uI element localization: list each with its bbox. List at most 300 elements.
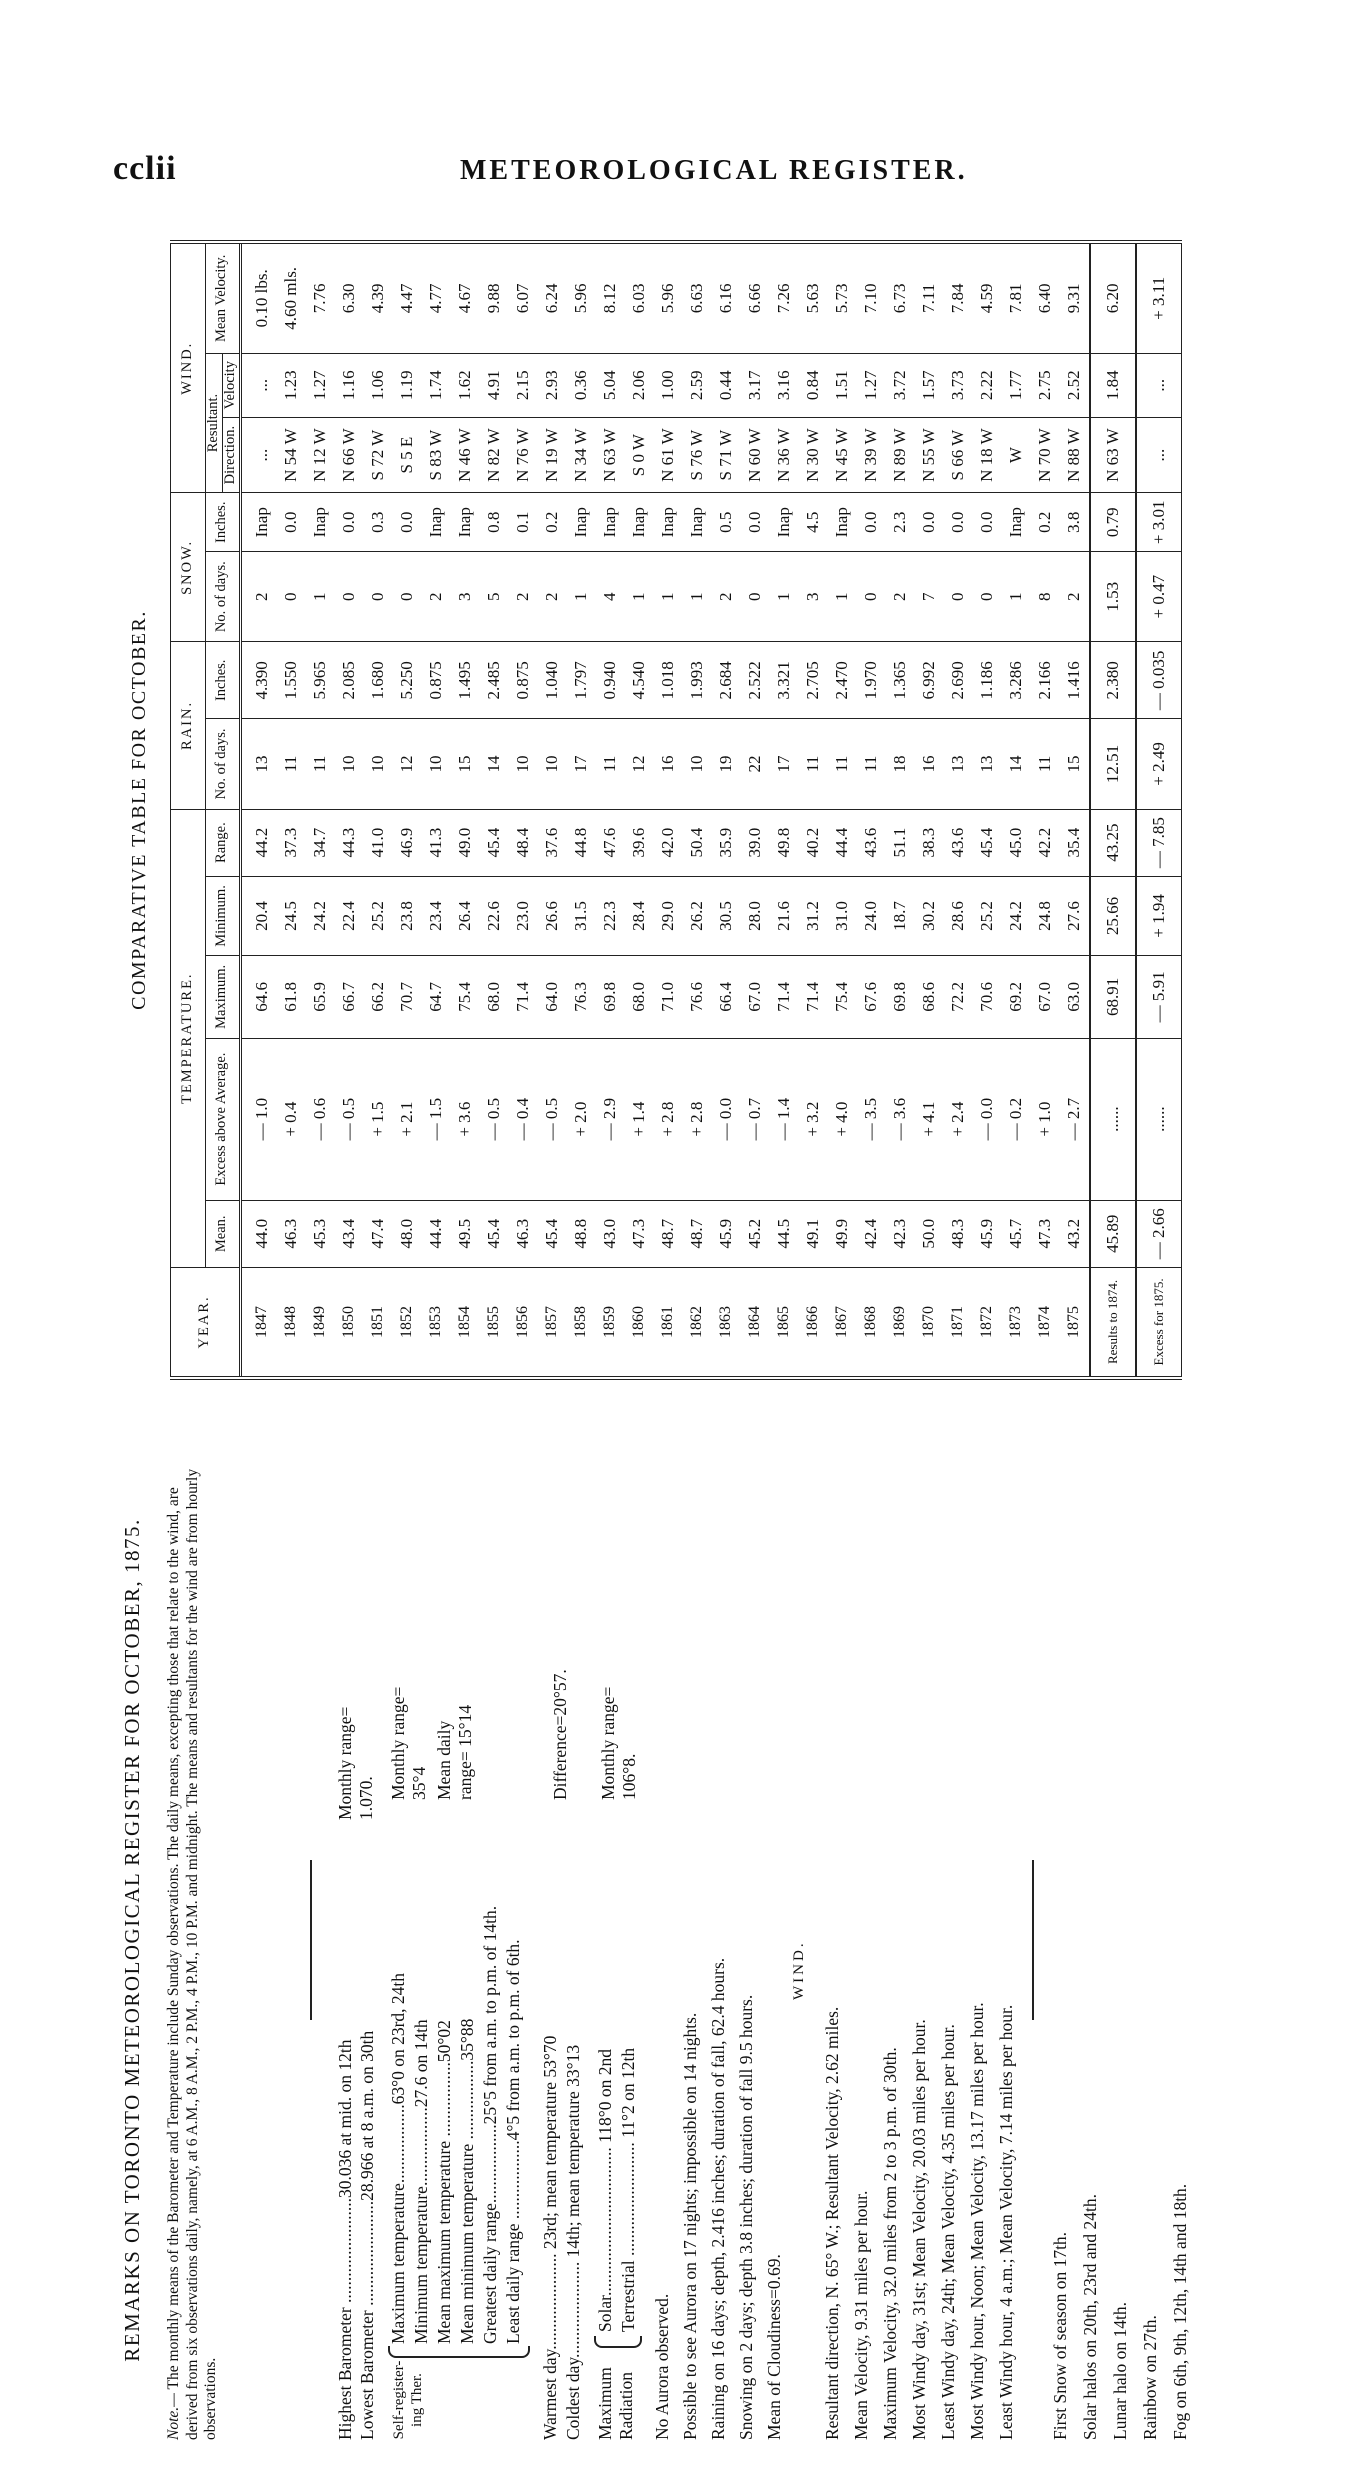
phenomenon-line: Rainbow on 27th. <box>1140 2315 1160 2440</box>
aurora-possible: Possible to see Aurora on 17 nights; impossible on 14 nights. <box>680 2012 700 2440</box>
table-cell: 42.2 <box>1031 809 1060 876</box>
table-cell: — 0.2 <box>1002 1038 1031 1200</box>
table-cell: — 0.0 <box>712 1038 741 1200</box>
summary-cell: 68.91 <box>1090 956 1136 1038</box>
table-cell: 0.3 <box>364 493 393 552</box>
table-cell: 1.57 <box>915 353 944 417</box>
summary-cell: 0.79 <box>1090 493 1136 552</box>
table-cell: 3.16 <box>770 353 799 417</box>
table-cell: 47.4 <box>364 1200 393 1267</box>
table-cell: 11 <box>828 719 857 809</box>
table-cell: Inap <box>240 493 277 552</box>
table-cell: 70.6 <box>973 956 1002 1038</box>
table-cell: 45.0 <box>1002 809 1031 876</box>
table-cell: 11 <box>1031 719 1060 809</box>
table-cell: 4.77 <box>422 242 451 353</box>
table-cell: S 71 W <box>712 417 741 493</box>
summary-cell: ...... <box>1090 1038 1136 1200</box>
table-cell: 47.3 <box>1031 1200 1060 1267</box>
table-cell: 2.06 <box>625 353 654 417</box>
table-cell: 43.6 <box>857 809 886 876</box>
coldest-day: Coldest day...................... 14th; mean temperature 33°13 <box>563 2044 583 2440</box>
table-cell: 10 <box>364 719 393 809</box>
table-row <box>509 242 538 1378</box>
table-cell: + 1.4 <box>625 1038 654 1200</box>
table-cell: 49.5 <box>451 1200 480 1267</box>
table-cell: N 82 W <box>480 417 509 493</box>
table-cell: S 5 E <box>393 417 422 493</box>
year-cell: 1872 <box>973 1267 1002 1378</box>
table-cell: — 0.4 <box>509 1038 538 1200</box>
table-cell: 48.8 <box>567 1200 596 1267</box>
table-cell: 46.3 <box>509 1200 538 1267</box>
self-reg-monthly-range: Monthly range= 35°4 <box>388 1686 430 1800</box>
self-reg-line: Minimum temperature..................27.6 on 14th <box>411 2019 431 2344</box>
table-cell: 44.3 <box>335 809 364 876</box>
warmest-day: Warmest day...................... 23rd; mean temperature 53°70 <box>540 2035 560 2440</box>
table-cell: 1 <box>654 552 683 642</box>
summary-cell: 25.66 <box>1090 876 1136 956</box>
table-cell: 66.4 <box>712 956 741 1038</box>
table-cell: 0.2 <box>1031 493 1060 552</box>
table-cell: 2 <box>886 552 915 642</box>
table-cell: + 2.0 <box>567 1038 596 1200</box>
table-cell: 0.2 <box>538 493 567 552</box>
col-mean-velocity: Mean Velocity. <box>206 242 241 353</box>
table-cell: N 61 W <box>654 417 683 493</box>
table-cell: 6.40 <box>1031 242 1060 353</box>
table-cell: 2.3 <box>886 493 915 552</box>
table-cell: 68.0 <box>480 956 509 1038</box>
year-cell: 1870 <box>915 1267 944 1378</box>
year-cell: 1854 <box>451 1267 480 1378</box>
table-cell: 11 <box>596 719 625 809</box>
table-cell: 0 <box>973 552 1002 642</box>
table-cell: 0 <box>364 552 393 642</box>
summary-cell: ... <box>1136 417 1182 493</box>
table-cell: 41.0 <box>364 809 393 876</box>
table-cell: 43.2 <box>1060 1200 1090 1267</box>
table-cell: 15 <box>1060 719 1090 809</box>
table-cell: — 0.5 <box>335 1038 364 1200</box>
table-cell: 12 <box>625 719 654 809</box>
group-snow: SNOW. <box>171 493 206 642</box>
table-cell: Inap <box>306 493 335 552</box>
table-row <box>335 242 364 1378</box>
table-cell: ... <box>240 417 277 493</box>
table-cell: 2.22 <box>973 353 1002 417</box>
table-cell: 1.365 <box>886 642 915 719</box>
raining: Raining on 16 days; depth, 2.416 inches; duration of fall, 62.4 hours. <box>708 1957 728 2440</box>
table-cell: 6.07 <box>509 242 538 353</box>
table-cell: 4.59 <box>973 242 1002 353</box>
table-cell: 22.6 <box>480 876 509 956</box>
table-cell: 0 <box>944 552 973 642</box>
table-cell: 1 <box>625 552 654 642</box>
summary-cell: 1.84 <box>1090 353 1136 417</box>
year-cell: 1861 <box>654 1267 683 1378</box>
table-cell: 2.59 <box>683 353 712 417</box>
table-cell: N 18 W <box>973 417 1002 493</box>
table-cell: 3.8 <box>1060 493 1090 552</box>
divider-rule <box>1032 1860 1034 2020</box>
wind-line: Mean Velocity, 9.31 miles per hour. <box>851 2190 871 2440</box>
table-cell: 6.63 <box>683 242 712 353</box>
group-rain: RAIN. <box>171 642 206 809</box>
aurora-none: No Aurora observed. <box>652 2293 672 2440</box>
table-cell: — 0.0 <box>973 1038 1002 1200</box>
table-cell: 21.6 <box>770 876 799 956</box>
table-cell: 4 <box>596 552 625 642</box>
year-cell: 1874 <box>1031 1267 1060 1378</box>
table-cell: 4.390 <box>240 642 277 719</box>
table-cell: 64.6 <box>240 956 277 1038</box>
table-cell: 0.8 <box>480 493 509 552</box>
table-cell: 46.9 <box>393 809 422 876</box>
table-cell: 18 <box>886 719 915 809</box>
year-cell: 1856 <box>509 1267 538 1378</box>
summary-cell: 45.89 <box>1090 1200 1136 1267</box>
table-cell: 39.6 <box>625 809 654 876</box>
table-cell: Inap <box>567 493 596 552</box>
table-cell: 1.797 <box>567 642 596 719</box>
summary-cell: — 2.66 <box>1136 1200 1182 1267</box>
year-cell: 1875 <box>1060 1267 1090 1378</box>
table-cell: 2.15 <box>509 353 538 417</box>
table-cell: 63.0 <box>1060 956 1090 1038</box>
table-cell: 24.8 <box>1031 876 1060 956</box>
table-cell: 31.5 <box>567 876 596 956</box>
table-row <box>1060 242 1090 1378</box>
table-cell: 71.0 <box>654 956 683 1038</box>
table-cell: 40.2 <box>799 809 828 876</box>
table-cell: 69.2 <box>1002 956 1031 1038</box>
table-cell: 43.0 <box>596 1200 625 1267</box>
year-cell: 1863 <box>712 1267 741 1378</box>
table-cell: 5 <box>480 552 509 642</box>
table-cell: 4.67 <box>451 242 480 353</box>
table-cell: N 66 W <box>335 417 364 493</box>
col-snow-inches: Inches. <box>206 493 241 552</box>
table-cell: 26.4 <box>451 876 480 956</box>
table-cell: 3.17 <box>741 353 770 417</box>
phenomenon-line: First Snow of season on 17th. <box>1050 2231 1070 2440</box>
divider-rule <box>310 1860 312 2020</box>
self-reg-line: Maximum temperature..................63°0 on 23rd, 24th <box>388 1972 408 2344</box>
table-cell: 35.4 <box>1060 809 1090 876</box>
wind-line: Most Windy day, 31st; Mean Velocity, 20.03 miles per hour. <box>909 2019 929 2440</box>
col-excess: Excess above Average. <box>206 1038 241 1200</box>
table-cell: 0 <box>857 552 886 642</box>
table-cell: 3.72 <box>886 353 915 417</box>
comparative-section <box>120 240 1300 1380</box>
year-cell: 1852 <box>393 1267 422 1378</box>
year-cell: 1858 <box>567 1267 596 1378</box>
table-cell: 1.16 <box>335 353 364 417</box>
table-cell: 26.6 <box>538 876 567 956</box>
table-cell: 1.040 <box>538 642 567 719</box>
table-cell: + 2.8 <box>683 1038 712 1200</box>
year-cell: 1847 <box>240 1267 277 1378</box>
table-cell: 22.3 <box>596 876 625 956</box>
table-row <box>741 242 770 1378</box>
table-cell: 46.3 <box>277 1200 306 1267</box>
barometer-range: Monthly range= 1.070. <box>335 1706 377 1820</box>
table-cell: + 2.8 <box>654 1038 683 1200</box>
table-cell: 45.2 <box>741 1200 770 1267</box>
note-text: The monthly means of the Barometer and Temperature include Sunday observations. The daily means, excepting those that relate to the wind, are derived from six observations daily, namely, at 6 A.M., 8 A.M., 2 P.M., 4 P.M., 10 P.M. and midnight. The means and resultants for the wind are from hourly observations. <box>165 1468 220 2440</box>
table-row <box>886 242 915 1378</box>
table-cell: 2.690 <box>944 642 973 719</box>
year-cell: 1849 <box>306 1267 335 1378</box>
table-cell: 13 <box>944 719 973 809</box>
phenomenon-line: Fog on 6th, 9th, 12th, 14th and 18th. <box>1170 2183 1190 2440</box>
table-cell: 45.4 <box>480 809 509 876</box>
radiation-label: Maximum Radiation <box>595 2367 637 2440</box>
col-max: Maximum. <box>206 956 241 1038</box>
table-cell: 65.9 <box>306 956 335 1038</box>
table-row <box>1031 242 1060 1378</box>
table-cell: N 55 W <box>915 417 944 493</box>
table-cell: Inap <box>1002 493 1031 552</box>
table-cell: 51.1 <box>886 809 915 876</box>
table-cell: 48.0 <box>393 1200 422 1267</box>
table-cell: 4.47 <box>393 242 422 353</box>
table-cell: 3 <box>451 552 480 642</box>
table-cell: 6.30 <box>335 242 364 353</box>
table-cell: 69.8 <box>596 956 625 1038</box>
wind-line: Maximum Velocity, 32.0 miles from 2 to 3 p.m. of 30th. <box>880 2047 900 2440</box>
table-cell: 0.10 lbs. <box>240 242 277 353</box>
table-cell: 8 <box>1031 552 1060 642</box>
self-reg-line: Least daily range ..................4°5 from a.m. to p.m. of 6th. <box>503 1939 523 2344</box>
self-register-label: Self-register-ing Ther. <box>391 2360 426 2440</box>
self-reg-line: Greatest daily range..................25°5 from a.m. to p.m. of 14th. <box>480 1905 500 2344</box>
comparative-title: COMPARATIVE TABLE FOR OCTOBER. <box>128 610 150 1010</box>
table-cell: 30.2 <box>915 876 944 956</box>
year-cell: 1864 <box>741 1267 770 1378</box>
table-cell: 28.4 <box>625 876 654 956</box>
table-cell: 14 <box>1002 719 1031 809</box>
table-cell: 5.965 <box>306 642 335 719</box>
table-cell: 0.0 <box>277 493 306 552</box>
table-cell: 3.321 <box>770 642 799 719</box>
table-row <box>1002 242 1031 1378</box>
summary-cell: + 2.49 <box>1136 719 1182 809</box>
summary-cell: 6.20 <box>1090 242 1136 353</box>
table-cell: N 19 W <box>538 417 567 493</box>
table-cell: W <box>1002 417 1031 493</box>
summary-cell: 1.53 <box>1090 552 1136 642</box>
table-cell: 11 <box>857 719 886 809</box>
table-cell: 15 <box>451 719 480 809</box>
table-row <box>683 242 712 1378</box>
table-cell: 72.2 <box>944 956 973 1038</box>
table-cell: + 4.0 <box>828 1038 857 1200</box>
table-cell: N 30 W <box>799 417 828 493</box>
table-cell: 26.2 <box>683 876 712 956</box>
table-cell: 1.62 <box>451 353 480 417</box>
radiation-terrestrial: Terrestrial .......................... 11°2 on 12th <box>618 2047 638 2332</box>
table-row <box>944 242 973 1378</box>
table-cell: N 76 W <box>509 417 538 493</box>
table-cell: 50.0 <box>915 1200 944 1267</box>
table-cell: 8.12 <box>596 242 625 353</box>
table-cell: 42.0 <box>654 809 683 876</box>
table-cell: 3.73 <box>944 353 973 417</box>
col-range: Range. <box>206 809 241 876</box>
table-cell: 48.3 <box>944 1200 973 1267</box>
summary-cell: — 0.035 <box>1136 642 1182 719</box>
table-cell: 50.4 <box>683 809 712 876</box>
wind-heading: WIND. <box>791 1940 807 2000</box>
wind-line: Most Windy hour, Noon; Mean Velocity, 13.17 miles per hour. <box>967 2002 987 2440</box>
table-cell: 49.8 <box>770 809 799 876</box>
table-cell: 13 <box>240 719 277 809</box>
table-cell: 6.16 <box>712 242 741 353</box>
year-cell: 1871 <box>944 1267 973 1378</box>
table-cell: 45.4 <box>973 809 1002 876</box>
table-cell: 7.11 <box>915 242 944 353</box>
table-cell: N 89 W <box>886 417 915 493</box>
table-cell: 61.8 <box>277 956 306 1038</box>
table-cell: 3 <box>799 552 828 642</box>
table-cell: 0.84 <box>799 353 828 417</box>
table-row <box>712 242 741 1378</box>
results-row <box>1090 242 1136 1378</box>
year-cell: 1851 <box>364 1267 393 1378</box>
col-snow-days: No. of days. <box>206 552 241 642</box>
wind-line: Least Windy day, 24th; Mean Velocity, 4.35 miles per hour. <box>938 2024 958 2440</box>
temperature-difference: Difference=20°57. <box>550 1669 570 1800</box>
table-cell: 41.3 <box>422 809 451 876</box>
table-row <box>240 242 277 1378</box>
table-cell: 10 <box>422 719 451 809</box>
table-cell: 17 <box>770 719 799 809</box>
table-cell: 76.6 <box>683 956 712 1038</box>
table-cell: S 72 W <box>364 417 393 493</box>
table-cell: 45.4 <box>538 1200 567 1267</box>
summary-cell: 43.25 <box>1090 809 1136 876</box>
table-cell: 1.993 <box>683 642 712 719</box>
table-cell: S 76 W <box>683 417 712 493</box>
table-cell: 71.4 <box>509 956 538 1038</box>
summary-cell: N 63 W <box>1090 417 1136 493</box>
table-cell: 23.0 <box>509 876 538 956</box>
table-cell: 0 <box>741 552 770 642</box>
table-row <box>654 242 683 1378</box>
table-cell: 1.018 <box>654 642 683 719</box>
remarks-title: REMARKS ON TORONTO METEOROLOGICAL REGISTER FOR OCTOBER, 1875. <box>120 1518 144 2362</box>
table-cell: 1.416 <box>1060 642 1090 719</box>
table-cell: 16 <box>654 719 683 809</box>
table-cell: 1.680 <box>364 642 393 719</box>
summary-cell: + 0.47 <box>1136 552 1182 642</box>
table-cell: 2.684 <box>712 642 741 719</box>
table-cell: + 2.1 <box>393 1038 422 1200</box>
table-cell: 1.19 <box>393 353 422 417</box>
table-cell: + 3.2 <box>799 1038 828 1200</box>
table-cell: 9.88 <box>480 242 509 353</box>
table-cell: 16 <box>915 719 944 809</box>
table-cell: N 60 W <box>741 417 770 493</box>
table-cell: N 39 W <box>857 417 886 493</box>
table-cell: 64.0 <box>538 956 567 1038</box>
summary-cell: — 7.85 <box>1136 809 1182 876</box>
table-cell: 24.2 <box>306 876 335 956</box>
self-reg-line: Mean minimum temperature ..................35°88 <box>457 2018 477 2344</box>
table-cell: 0.0 <box>741 493 770 552</box>
table-cell: 0.1 <box>509 493 538 552</box>
table-cell: 44.4 <box>422 1200 451 1267</box>
table-cell: 20.4 <box>240 876 277 956</box>
table-cell: + 1.5 <box>364 1038 393 1200</box>
table-cell: 45.3 <box>306 1200 335 1267</box>
table-cell: 67.6 <box>857 956 886 1038</box>
table-cell: — 0.7 <box>741 1038 770 1200</box>
table-cell: 39.0 <box>741 809 770 876</box>
table-cell: 5.96 <box>567 242 596 353</box>
table-cell: + 2.4 <box>944 1038 973 1200</box>
table-cell: — 0.6 <box>306 1038 335 1200</box>
col-rain-days: No. of days. <box>206 719 241 809</box>
table-cell: 7.81 <box>1002 242 1031 353</box>
table-cell: 11 <box>277 719 306 809</box>
table-cell: 13 <box>973 719 1002 809</box>
table-cell: N 45 W <box>828 417 857 493</box>
table-cell: 28.0 <box>741 876 770 956</box>
table-row <box>915 242 944 1378</box>
table-cell: 1 <box>828 552 857 642</box>
table-row <box>393 242 422 1378</box>
note-lead: Note.— <box>165 2393 182 2440</box>
table-row <box>277 242 306 1378</box>
table-cell: 4.5 <box>799 493 828 552</box>
table-cell: 28.6 <box>944 876 973 956</box>
table-cell: 5.250 <box>393 642 422 719</box>
radiation-solar: Solar.................................. 118°0 on 2nd <box>595 2049 615 2332</box>
table-cell: 4.39 <box>364 242 393 353</box>
table-cell: 45.7 <box>1002 1200 1031 1267</box>
table-cell: 24.0 <box>857 876 886 956</box>
summary-cell: ...... <box>1136 1038 1182 1200</box>
table-cell: 7.84 <box>944 242 973 353</box>
year-cell: 1867 <box>828 1267 857 1378</box>
col-velocity: Velocity <box>222 353 240 417</box>
table-cell: 1.495 <box>451 642 480 719</box>
table-cell: 1 <box>770 552 799 642</box>
table-cell: 1.51 <box>828 353 857 417</box>
table-row <box>625 242 654 1378</box>
table-cell: 6.73 <box>886 242 915 353</box>
table-cell: 7 <box>915 552 944 642</box>
table-cell: 2.75 <box>1031 353 1060 417</box>
table-cell: 0.0 <box>915 493 944 552</box>
table-cell: Inap <box>625 493 654 552</box>
table-cell: ... <box>240 353 277 417</box>
table-cell: 71.4 <box>770 956 799 1038</box>
summary-cell: ... <box>1136 353 1182 417</box>
table-cell: 48.4 <box>509 809 538 876</box>
phenomenon-line: Solar halos on 20th, 23rd and 24th. <box>1080 2194 1100 2440</box>
table-cell: — 3.6 <box>886 1038 915 1200</box>
table-cell: 5.63 <box>799 242 828 353</box>
table-cell: N 70 W <box>1031 417 1060 493</box>
year-cell: 1862 <box>683 1267 712 1378</box>
year-cell: 1873 <box>1002 1267 1031 1378</box>
table-cell: 9.31 <box>1060 242 1090 353</box>
table-cell: N 36 W <box>770 417 799 493</box>
